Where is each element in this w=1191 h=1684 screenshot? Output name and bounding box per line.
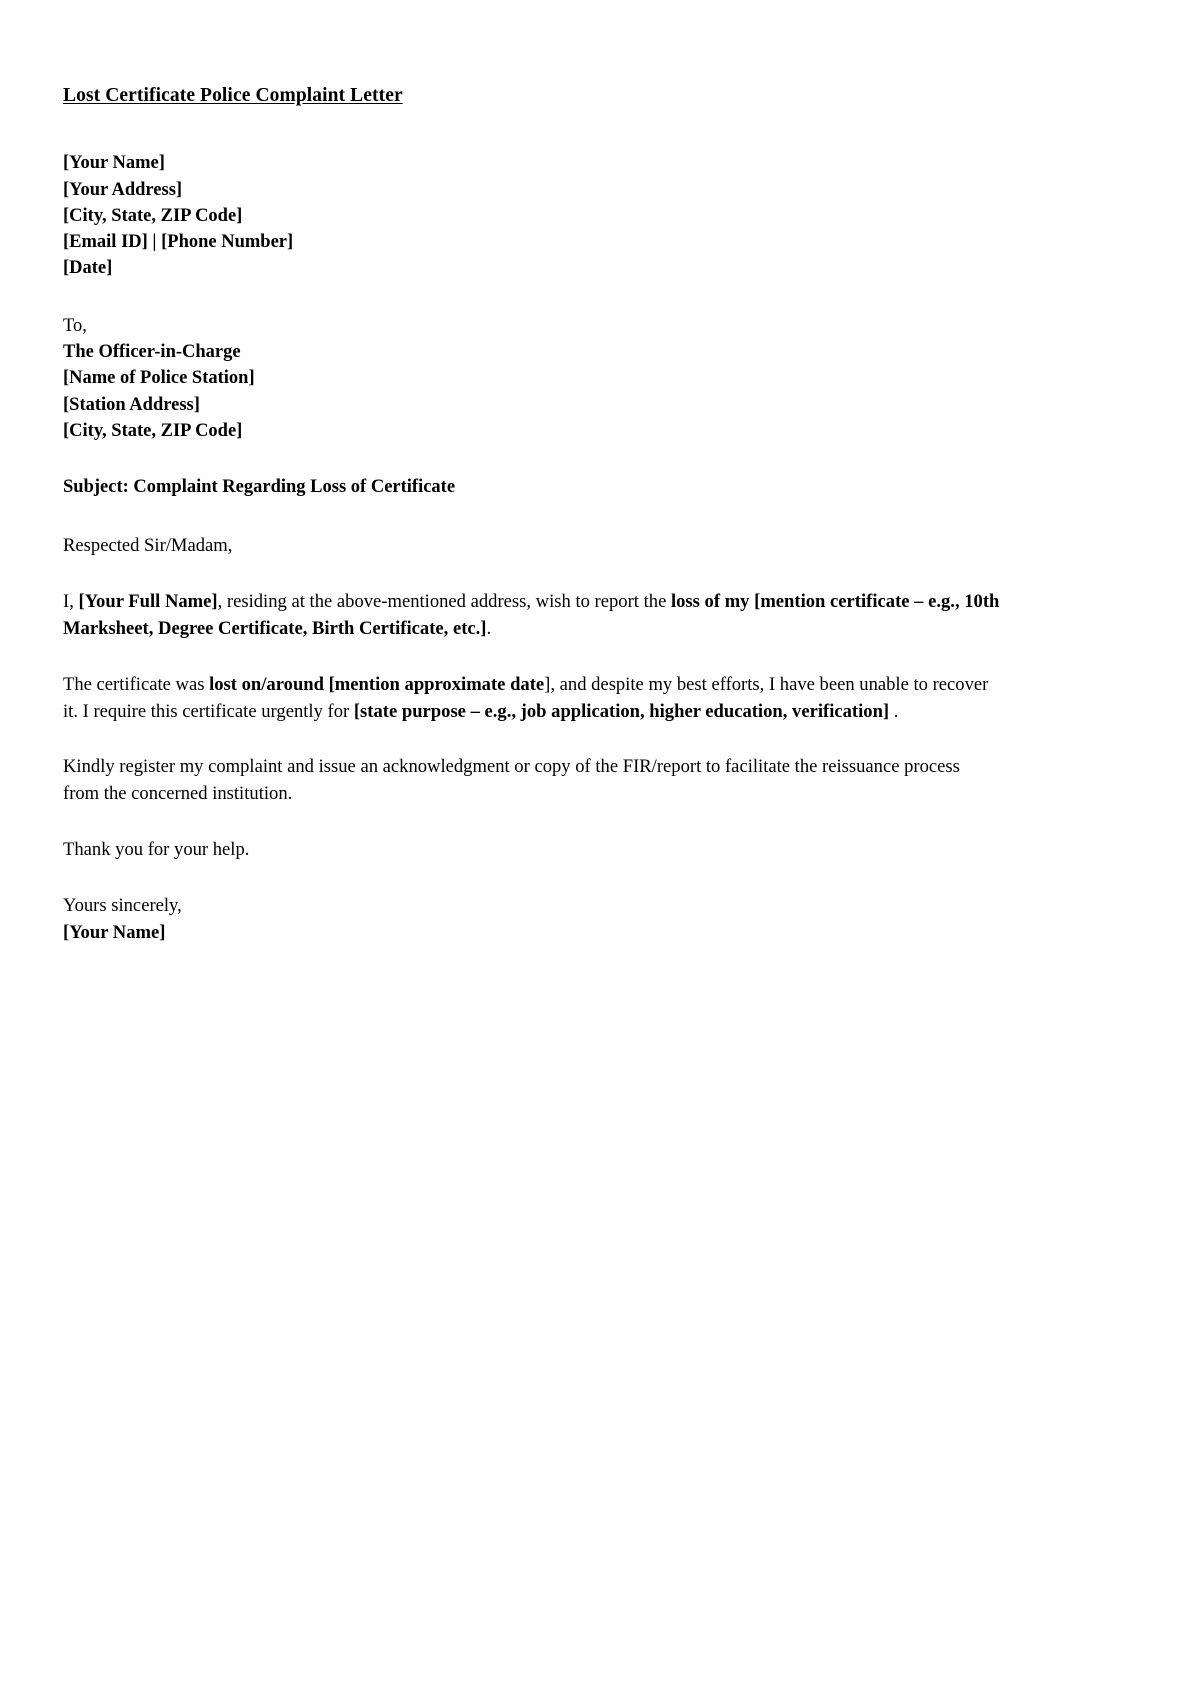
recipient-city-state-zip: [City, State, ZIP Code] — [63, 420, 243, 441]
recipient-station-name: [Name of Police Station] — [63, 368, 255, 389]
body-paragraph-3: Kindly register my complaint and issue an acknowledgment or copy of the FIR/report to facilitate the reissuance process from the concerned institution. — [63, 755, 965, 804]
sender-address-block — [63, 150, 1051, 281]
sender-date: [Date] — [63, 258, 113, 279]
para1-placeholder-certificate: loss of my [mention certificate – e.g., 10th Marksheet, Degree Certificate, Birth Certificate, etc.] — [63, 590, 1005, 639]
para1-placeholder-full-name: [Your Full Name] — [78, 590, 218, 612]
recipient-address-block — [63, 313, 1051, 444]
recipient-to-label: To, — [63, 315, 87, 336]
body-paragraph-2 — [63, 672, 993, 726]
sender-city-state-zip: [City, State, ZIP Code] — [63, 205, 243, 226]
salutation: Respected Sir/Madam, — [63, 534, 233, 556]
signature-name: [Your Name] — [63, 921, 166, 943]
body-paragraph-4: Thank you for your help. — [63, 838, 250, 860]
para2-text-1: The certificate was — [63, 673, 210, 695]
para1-text-1: I, — [63, 590, 79, 612]
sender-name: [Your Name] — [63, 153, 165, 174]
para2-text-3: . — [889, 700, 899, 722]
letter-body — [63, 84, 1051, 946]
para2-placeholder-purpose: [state purpose – e.g., job application, higher education, verification] — [353, 700, 890, 722]
para2-placeholder-date: lost on/around [mention approximate date — [209, 673, 545, 695]
sender-address: [Your Address] — [63, 179, 183, 200]
recipient-station-address: [Station Address] — [63, 394, 200, 415]
sender-email-phone: [Email ID] | [Phone Number] — [63, 232, 294, 253]
closing-block — [63, 893, 1051, 947]
page-title: Lost Certificate Police Complaint Letter — [63, 85, 403, 106]
para1-text-3: . — [486, 617, 492, 639]
subject-line: Subject: Complaint Regarding Loss of Certificate — [63, 477, 456, 498]
recipient-officer: The Officer-in-Charge — [63, 341, 241, 362]
sign-off: Yours sincerely, — [63, 894, 182, 916]
para1-text-2: , residing at the above-mentioned address, wish to report the — [217, 590, 671, 612]
para2-text-2: ], and despite my best efforts, I have been unable to recover it. I require this certificate urgently for — [63, 673, 994, 722]
body-paragraph-1 — [63, 589, 1048, 643]
